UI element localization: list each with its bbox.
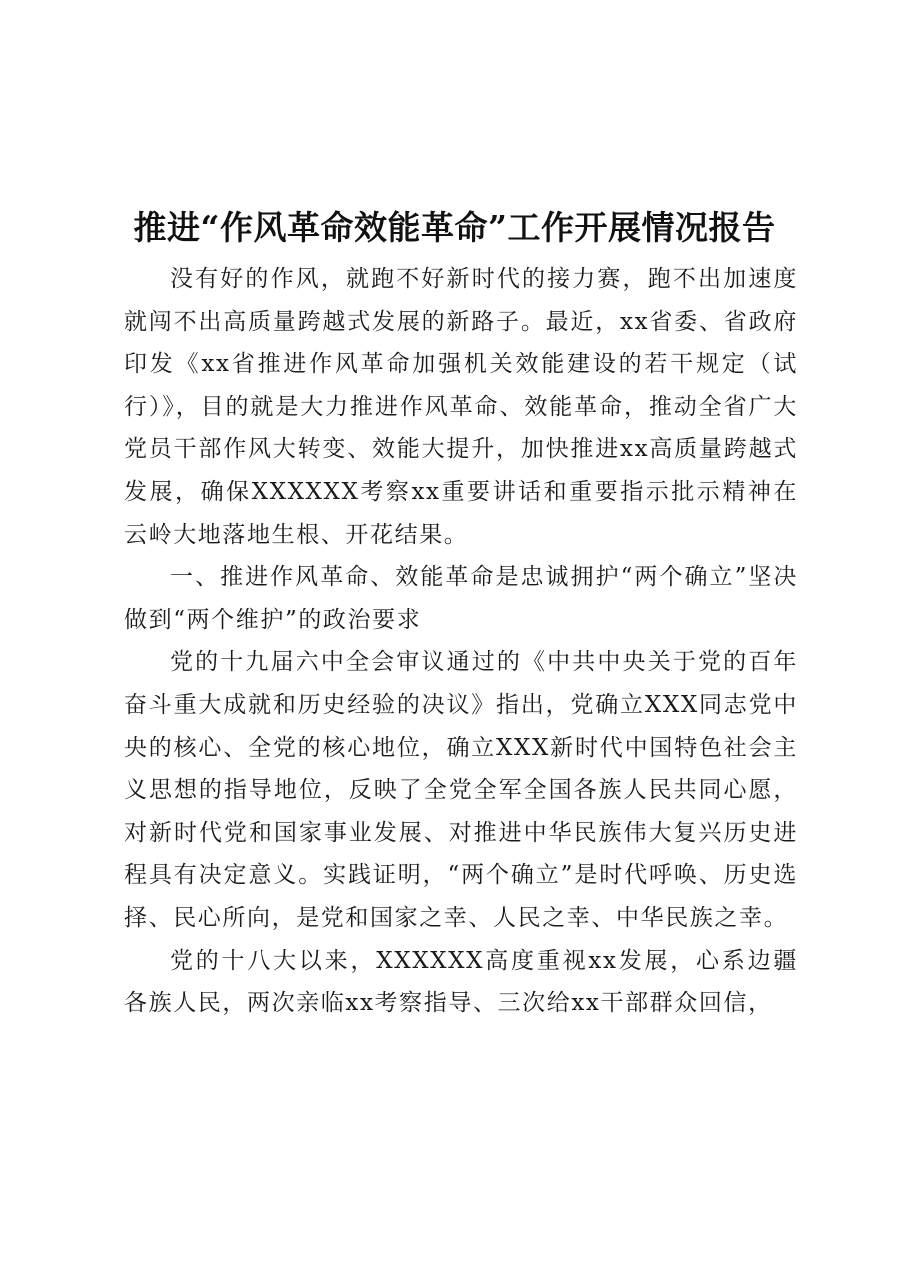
section-heading-1: 一、推进作风革命、效能革命是忠诚拥护“两个确立”坚决做到“两个维护”的政治要求 <box>124 564 798 633</box>
document-title: 推进“作风革命效能革命”工作开展情况报告 <box>133 208 776 248</box>
paragraph-resolution: 党的十九届六中全会审议通过的《中共中央关于党的百年奋斗重大成就和历史经验的决议》指出，党确立XXX同志党中央的核心、全党的核心地位，确立XXX新时代中国特色社会主义思想的指导地位，反映了全党全军全国各族人民共同心愿，对新时代党和国家事业发展、对推进中华民族伟大复兴历史进程具有决定意义。实践证明，“两个确立”是时代呼唤、历史选择、民心所向，是党和国家之幸、人民之幸、中华民族之幸。 <box>124 649 798 931</box>
paragraph-intro: 没有好的作风，就跑不好新时代的接力赛，跑不出加速度就闯不出高质量跨越式发展的新路子。最近，xx省委、省政府印发《xx省推进作风革命加强机关效能建设的若干规定（试行）》，目的就是大力推进作风革命、效能革命，推动全省广大党员干部作风大转变、效能大提升，加快推进xx高质量跨越式发展，确保XXXXXX考察xx重要讲话和重要指示批示精神在云岭大地落地生根、开花结果。 <box>124 266 798 548</box>
document-body <box>124 258 798 1025</box>
paragraph-since-18th: 党的十八大以来，XXXXXX高度重视xx发展，心系边疆各族人民，两次亲临xx考察指导、三次给xx干部群众回信， <box>124 947 798 1017</box>
